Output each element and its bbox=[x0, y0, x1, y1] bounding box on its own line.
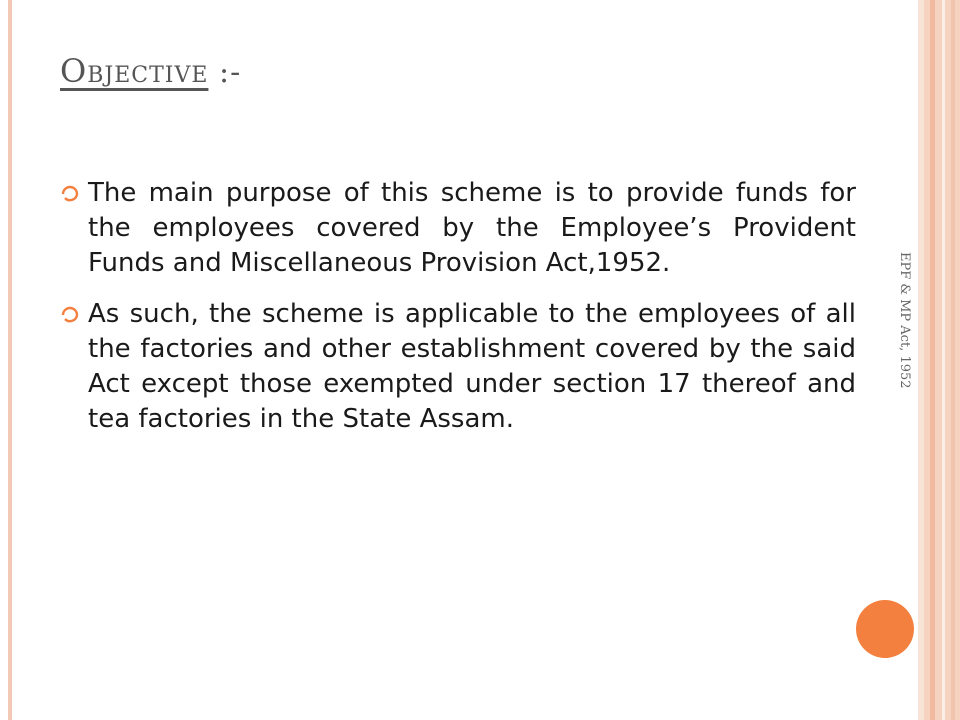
circle-decoration bbox=[856, 600, 914, 658]
list-item bbox=[60, 297, 856, 437]
title-word: Objective bbox=[60, 52, 209, 90]
bullet-text: The main purpose of this scheme is to provide funds for the employees covered by the Employee’s Provident Funds and Miscellaneous Provision Act,1952. bbox=[88, 178, 856, 278]
bullet-icon bbox=[60, 184, 80, 204]
right-stripe bbox=[942, 0, 945, 720]
slide-title bbox=[60, 52, 241, 90]
right-stripe bbox=[930, 0, 935, 720]
right-stripe bbox=[951, 0, 955, 720]
bullet-list bbox=[60, 176, 856, 453]
side-label: EPF & MP Act, 1952 bbox=[897, 252, 912, 389]
bullet-icon bbox=[60, 305, 80, 325]
right-stripe bbox=[918, 0, 924, 720]
title-suffix: :- bbox=[208, 55, 242, 90]
list-item bbox=[60, 176, 856, 281]
bullet-text: As such, the scheme is applicable to the employees of all the factories and other establishment covered by the said Act except those exempted under section 17 thereof and tea factories in the State Assam. bbox=[88, 299, 856, 434]
left-border bbox=[8, 0, 12, 720]
